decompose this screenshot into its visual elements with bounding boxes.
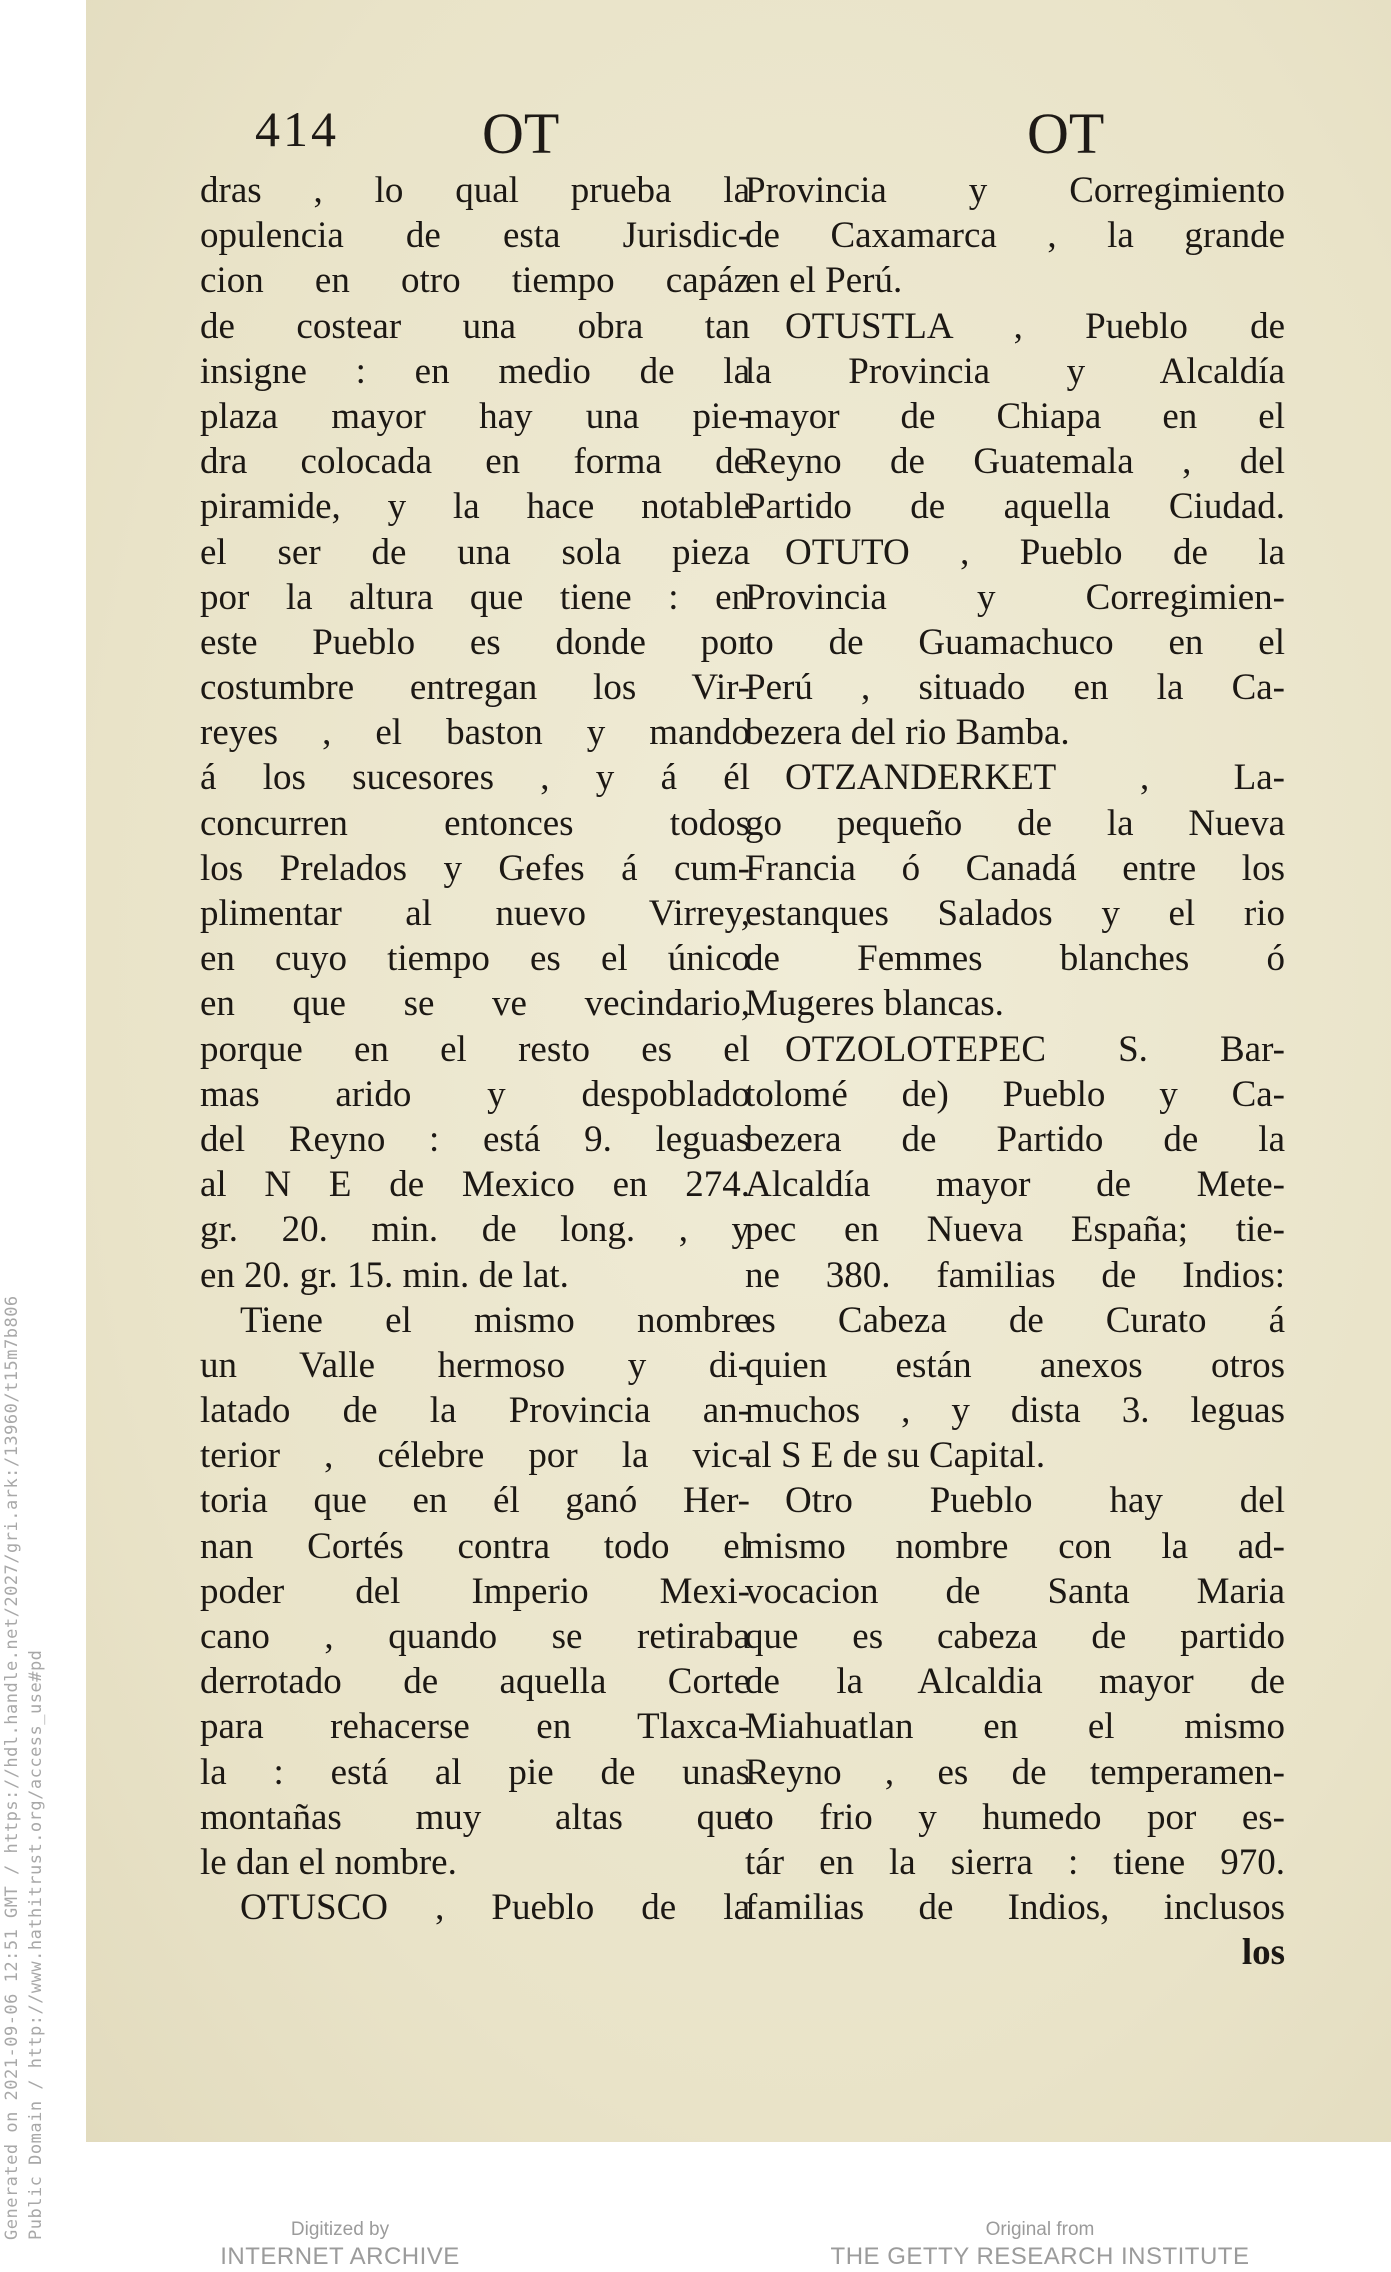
text-line: un Valle hermoso y di- [200,1344,750,1386]
text-line: plaza mayor hay una pie- [200,395,750,437]
text-line: de Caxamarca , la grande [745,215,1285,257]
text-line: dras , lo qual prueba la [200,170,750,211]
generation-stamp-line: Generated on 2021-09-06 12:51 GMT / https://hdl.handle.net/2027/gri.ark:/13960/t15m7b806 [2,1295,22,2240]
text-line: en 20. gr. 15. min. de lat. [200,1254,569,1296]
digitized-by-credit [210,2218,470,2272]
text-line: tolomé de) Pueblo y Ca- [745,1073,1285,1115]
text-line: mas arido y despoblado [200,1073,750,1115]
text-line: la Provincia y Alcaldía [745,350,1285,392]
text-line: en cuyo tiempo es el único [200,938,750,980]
text-line: dra colocada en forma de [200,441,750,483]
text-line: go pequeño de la Nueva [745,802,1285,844]
text-line: á los sucesores , y á él [200,757,750,799]
text-line: tár en la sierra : tiene 970. [745,1841,1285,1883]
text-line: OTUTO , Pueblo de la [785,531,1285,573]
text-line: reyes , el baston y mando [200,712,750,754]
text-line: mayor de Chiapa en el [745,395,1285,437]
text-line: bezera de Partido de la [745,1118,1285,1160]
text-line: piramide, y la hace notable [200,486,750,528]
running-head-left: OT [482,101,560,166]
text-line: costumbre entregan los Vir- [200,667,750,709]
text-line: estanques Salados y el rio [745,893,1285,934]
text-line: quien están anexos otros [745,1344,1285,1386]
page-number: 414 [255,101,339,157]
text-line: Francia ó Canadá entre los [745,847,1285,889]
right-column [745,168,1285,1976]
running-head-right: OT [1027,101,1105,166]
text-line: latado de la Provincia an- [200,1390,750,1432]
left-column [200,168,750,1930]
text-line: porque en el resto es el [200,1028,750,1070]
text-line: Alcaldía mayor de Mete- [745,1164,1285,1206]
internet-archive-label: INTERNET ARCHIVE [220,2243,460,2270]
original-from-label: Original from [985,2219,1095,2240]
text-line: Mugeres blancas. [745,983,1004,1025]
text-line: montañas muy altas que [200,1796,750,1838]
text-line: para rehacerse en Tlaxca- [200,1706,750,1748]
text-line: de Femmes blanches ó [745,938,1285,980]
text-line: del Reyno : está 9. leguas [200,1118,750,1160]
text-line: OTZOLOTEPEC S. Bar- [785,1028,1285,1070]
text-line: le dan el nombre. [200,1841,457,1883]
text-line: nan Cortés contra todo el [200,1525,750,1567]
text-line: de costear una obra tan [200,305,750,347]
original-from-credit [830,2218,1250,2272]
text-line: por la altura que tiene : en [200,576,750,618]
text-line: toria que en él ganó Her- [200,1480,750,1522]
text-line: Miahuatlan en el mismo [745,1706,1285,1748]
text-line: plimentar al nuevo Virrey, [200,893,750,934]
getty-institute-label: THE GETTY RESEARCH INSTITUTE [830,2243,1250,2270]
text-line: Perú , situado en la Ca- [745,667,1285,709]
text-line: OTUSTLA , Pueblo de [785,305,1285,347]
text-line: derrotado de aquella Corte [200,1661,750,1703]
text-line: cano , quando se retiraba [200,1616,750,1657]
text-line: to frio y humedo por es- [745,1796,1285,1838]
text-line: los Prelados y Gefes á cum- [200,847,750,889]
text-line: al N E de Mexico en 274. [200,1164,750,1206]
text-line: vocacion de Santa Maria [745,1570,1285,1612]
text-line: en que se ve vecindario, [200,983,750,1025]
text-line: pec en Nueva España; tie- [745,1209,1285,1251]
text-line: insigne : en medio de la [200,350,750,392]
text-line: Provincia y Corregimien- [745,576,1285,618]
text-line: muchos , y dista 3. leguas [745,1390,1285,1432]
text-line: Reyno , es de temperamen- [745,1751,1285,1793]
text-line: to de Guamachuco en el [745,621,1285,663]
text-line: Partido de aquella Ciudad. [745,486,1285,528]
generation-stamp [0,1040,48,2240]
text-line: que es cabeza de partido [745,1616,1285,1657]
text-line: concurren entonces todos [200,802,750,844]
text-line: al S E de su Capital. [745,1435,1046,1477]
text-line: cion en otro tiempo capáz [200,260,750,302]
text-line: gr. 20. min. de long. , y [200,1209,750,1251]
text-line: poder del Imperio Mexi- [200,1570,750,1612]
text-line: Otro Pueblo hay del [785,1480,1285,1522]
text-line: Provincia y Corregimiento [745,170,1285,211]
text-line: la : está al pie de unas [200,1751,750,1793]
text-line: terior , célebre por la vic- [200,1435,750,1477]
text-line: bezera del rio Bamba. [745,712,1070,754]
text-line: en el Perú. [745,260,903,302]
rights-stamp-line: Public Domain / http://www.hathitrust.org/access_use#pd [26,1649,46,2240]
text-line: OTUSCO , Pueblo de la [240,1887,750,1929]
catchword: los [1241,1932,1285,1974]
text-line: ne 380. familias de Indios: [745,1254,1285,1296]
text-line: de la Alcaldia mayor de [745,1661,1285,1703]
digitized-by-label: Digitized by [290,2219,390,2240]
text-line: el ser de una sola pieza [200,531,750,573]
text-line: este Pueblo es donde por [200,621,750,663]
text-line: familias de Indios, inclusos [745,1887,1285,1929]
text-line: Reyno de Guatemala , del [745,441,1285,483]
text-line: es Cabeza de Curato á [745,1299,1285,1341]
text-line: opulencia de esta Jurisdic- [200,215,750,257]
text-line: mismo nombre con la ad- [745,1525,1285,1567]
text-line: Tiene el mismo nombre [240,1299,750,1341]
text-line: OTZANDERKET , La- [785,757,1285,799]
